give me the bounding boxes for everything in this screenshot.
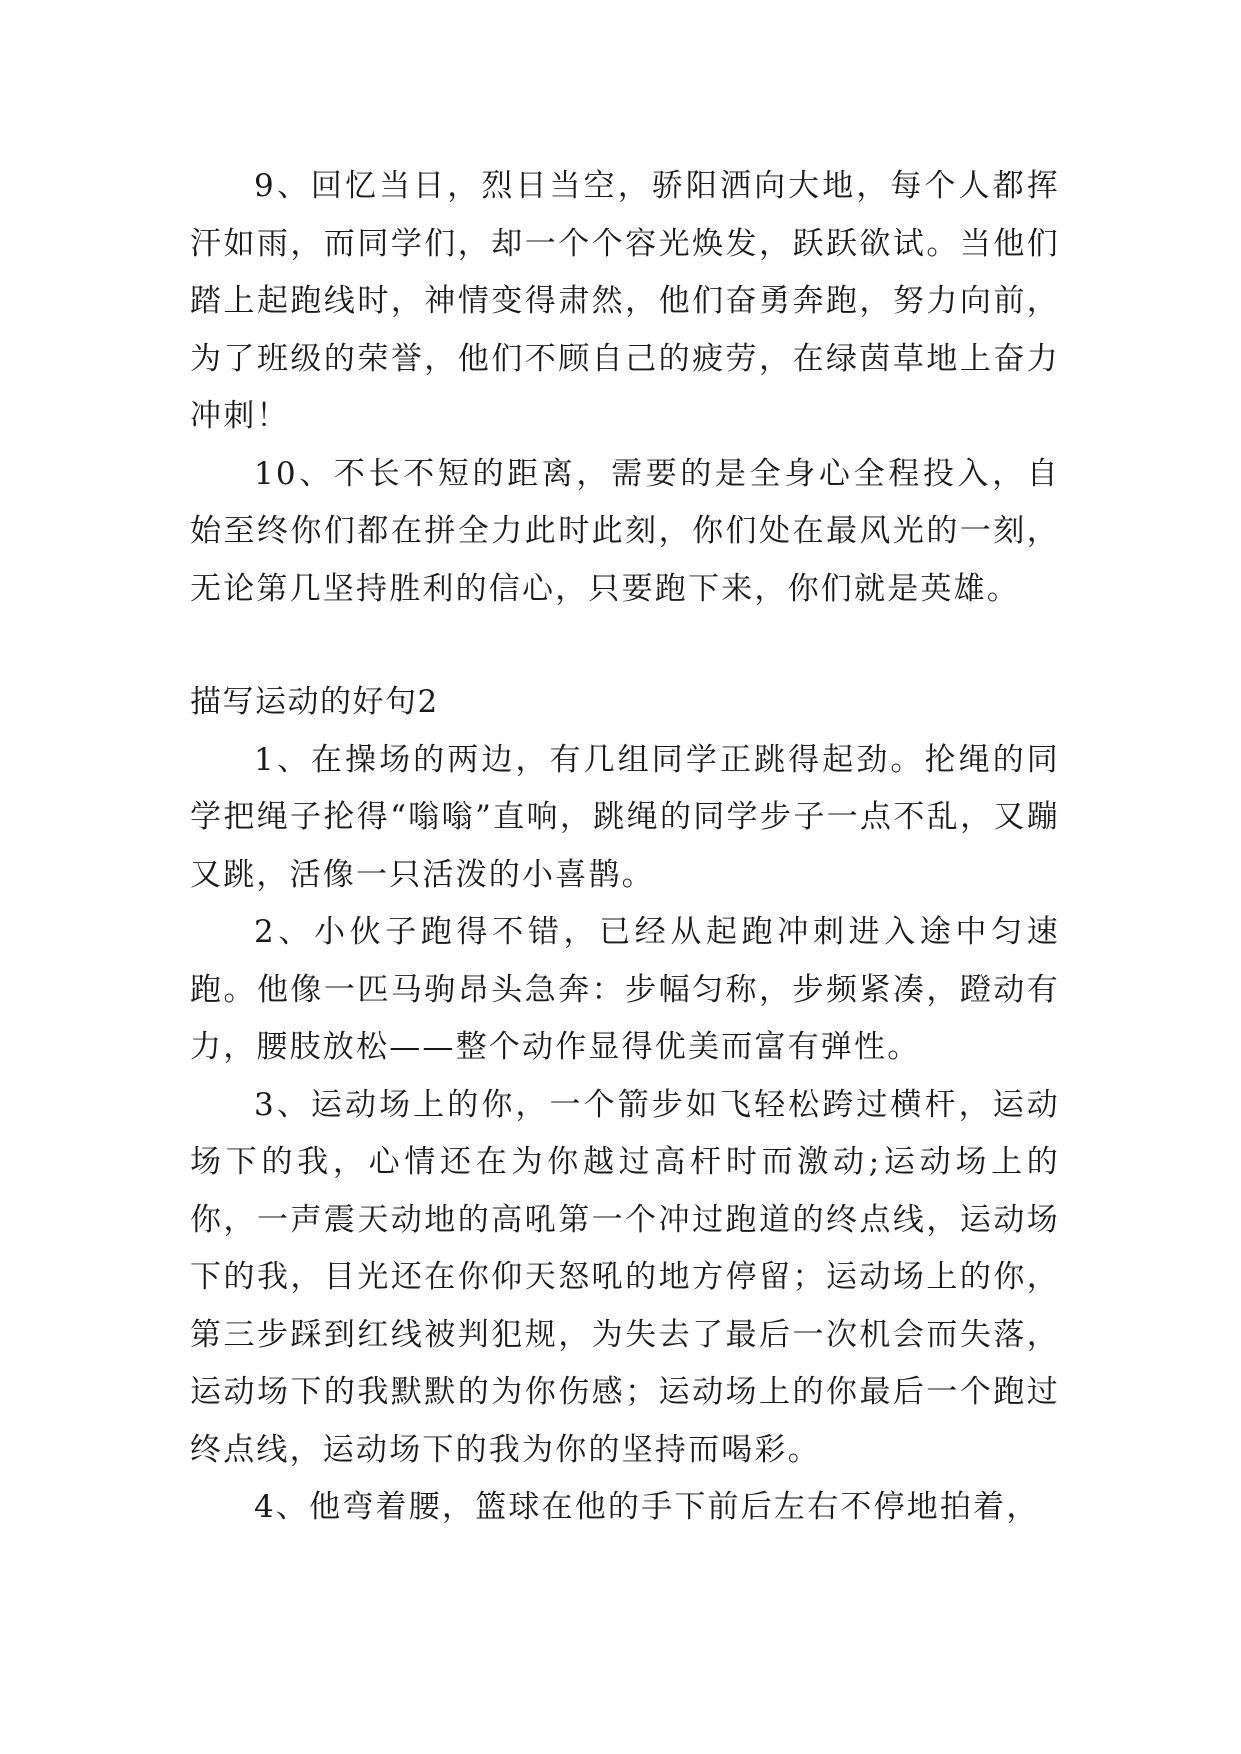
paragraph-item-4: 4、他弯着腰，篮球在他的手下前后左右不停地拍着， [254,1489,1040,1525]
paragraph-item-3: 3、运动场上的你，一个箭步如飞轻松跨过横杆，运动场下的我，心情还在为你越过高杆时而激动;运动场上的你，一声震天动地的高吼第一个冲过跑道的终点线，运动场下的我，目光还在你仰天怒吼的地方停留；运动场上的你，第三步踩到红线被判犯规，为失去了最后一次机会而失落，运动场下的我默默的为你伤感；运动场上的你最后一个跑过终点线，运动场下的我为你的坚持而喝彩。 [190,1086,1060,1468]
document-page [190,158,1060,1537]
paragraph-item-2: 2、小伙子跑得不错，已经从起跑冲刺进入途中匀速跑。他像一匹马驹昂头急奔：步幅匀称，步频紧凑，蹬动有力，腰肢放松——整个动作显得优美而富有弹性。 [190,914,1060,1065]
paragraph-item-9: 9、回忆当日，烈日当空，骄阳洒向大地，每个人都挥汗如雨，而同学们，却一个个容光焕发，跃跃欲试。当他们踏上起跑线时，神情变得肃然，他们奋勇奔跑，努力向前，为了班级的荣誉，他们不顾自己的疲劳，在绿茵草地上奋力冲刺！ [190,168,1060,434]
section-heading: 描写运动的好句2 [190,684,439,720]
paragraph-item-1: 1、在操场的两边，有几组同学正跳得起劲。抡绳的同学把绳子抡得“嗡嗡”直响，跳绳的同学步子一点不乱，又蹦又跳，活像一只活泼的小喜鹊。 [190,741,1060,893]
paragraph-item-10: 10、不长不短的距离，需要的是全身心全程投入，自始至终你们都在拼全力此时此刻，你们处在最风光的一刻，无论第几坚持胜利的信心，只要跑下来，你们就是英雄。 [190,455,1060,607]
